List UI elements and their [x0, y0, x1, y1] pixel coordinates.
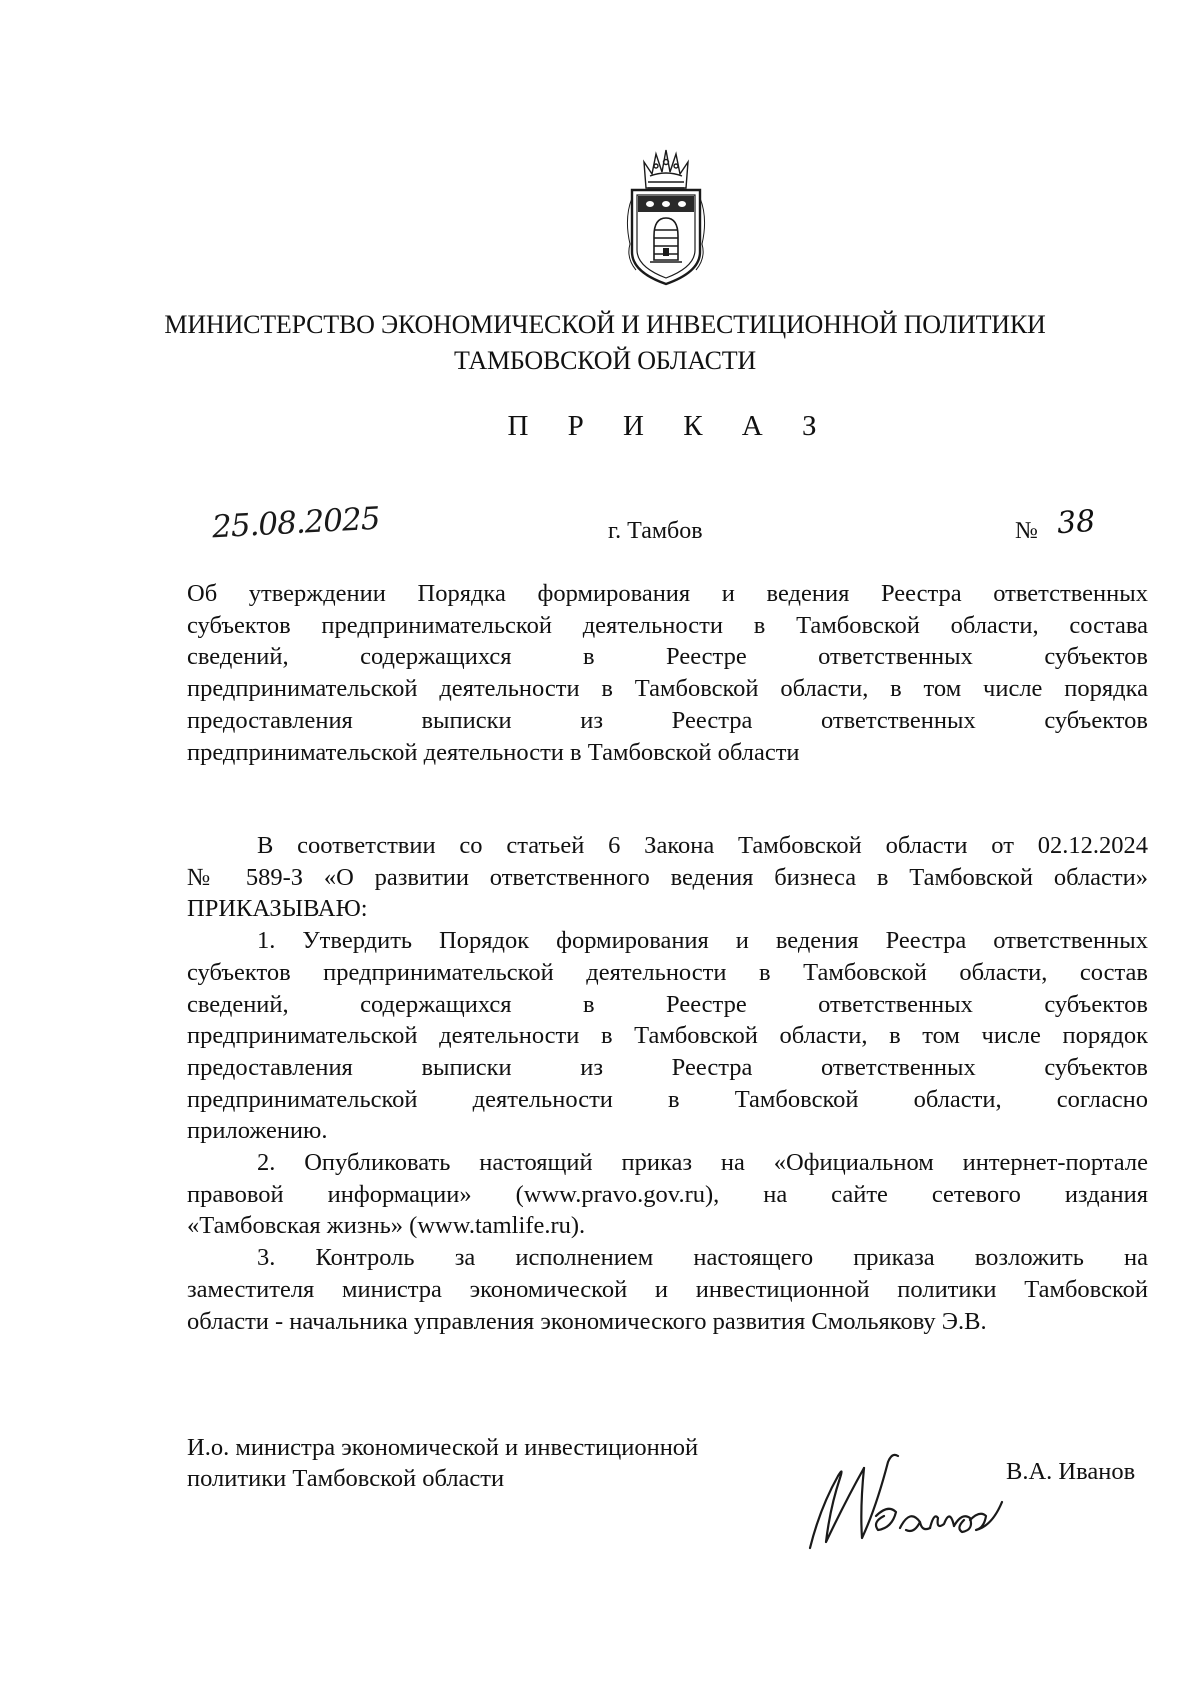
order-title-line: Об утверждении Порядка формирования и ведения Реестра ответственных [187, 580, 1148, 607]
body-line: «Тамбовская жизнь» (www.tamlife.ru). [187, 1212, 586, 1240]
order-title-line: субъектов предпринимательской деятельности в Тамбовской области, состава [187, 611, 1148, 639]
body-line: предпринимательской деятельности в Тамбовской области, согласно [187, 1085, 1148, 1113]
handwritten-signature-icon [780, 1438, 1010, 1558]
body-line: 2. Опубликовать настоящий приказ на «Официальном интернет-портале [257, 1149, 1148, 1177]
body-line: предоставления выписки из Реестра ответственных субъектов [187, 1053, 1148, 1081]
body-line: сведений, содержащихся в Реестре ответственных субъектов [187, 990, 1148, 1018]
body-line: ПРИКАЗЫВАЮ: [187, 895, 368, 923]
document-place: г. Тамбов [608, 518, 703, 544]
body-line: № 589-З «О развитии ответственного ведения бизнеса в Тамбовской области» [187, 863, 1148, 891]
body-line: приложению. [187, 1117, 328, 1145]
document-type: П Р И К А З [507, 410, 833, 442]
body-line: предпринимательской деятельности в Тамбовской области, в том числе порядок [187, 1022, 1148, 1050]
signatory-position-line1: И.о. министра экономической и инвестиционной [187, 1434, 699, 1461]
signatory-name: В.А. Иванов [1006, 1458, 1136, 1485]
order-title-line: сведений, содержащихся в Реестре ответственных субъектов [187, 643, 1148, 671]
ministry-name-line1: МИНИСТЕРСТВО ЭКОНОМИЧЕСКОЙ И ИНВЕСТИЦИОННОЙ ПОЛИТИКИ [164, 310, 1046, 339]
ministry-name-line2: ТАМБОВСКОЙ ОБЛАСТИ [453, 346, 756, 375]
order-title-line: предпринимательской деятельности в Тамбовской области, в том числе порядка [187, 675, 1148, 703]
body-line: 1. Утвердить Порядок формирования и ведения Реестра ответственных [257, 927, 1148, 955]
tambov-coat-of-arms-icon [618, 148, 714, 288]
order-title [187, 578, 1148, 768]
body-line: В соответствии со статьей 6 Закона Тамбовской области от 02.12.2024 [257, 832, 1148, 859]
body-line: правовой информации» (www.pravo.gov.ru), на сайте сетевого издания [187, 1180, 1148, 1208]
body-line: заместителя министра экономической и инвестиционной политики Тамбовской [187, 1275, 1148, 1303]
signatory-position [187, 1432, 698, 1494]
signatory-position-line2: политики Тамбовской области [187, 1465, 505, 1492]
document-number: 38 [1055, 503, 1097, 542]
document-date: 25.08.2025 [211, 500, 381, 546]
document-number-sign: № [1015, 518, 1038, 544]
order-title-line: предпринимательской деятельности в Тамбовской области [187, 738, 800, 766]
order-body [187, 830, 1148, 1337]
ministry-name [150, 307, 1060, 379]
body-line: 3. Контроль за исполнением настоящего приказа возложить на [257, 1244, 1148, 1272]
body-line: субъектов предпринимательской деятельности в Тамбовской области, состав [187, 958, 1148, 986]
body-line: области - начальника управления экономического развития Смольякову Э.В. [187, 1307, 987, 1335]
order-title-line: предоставления выписки из Реестра ответственных субъектов [187, 706, 1148, 734]
